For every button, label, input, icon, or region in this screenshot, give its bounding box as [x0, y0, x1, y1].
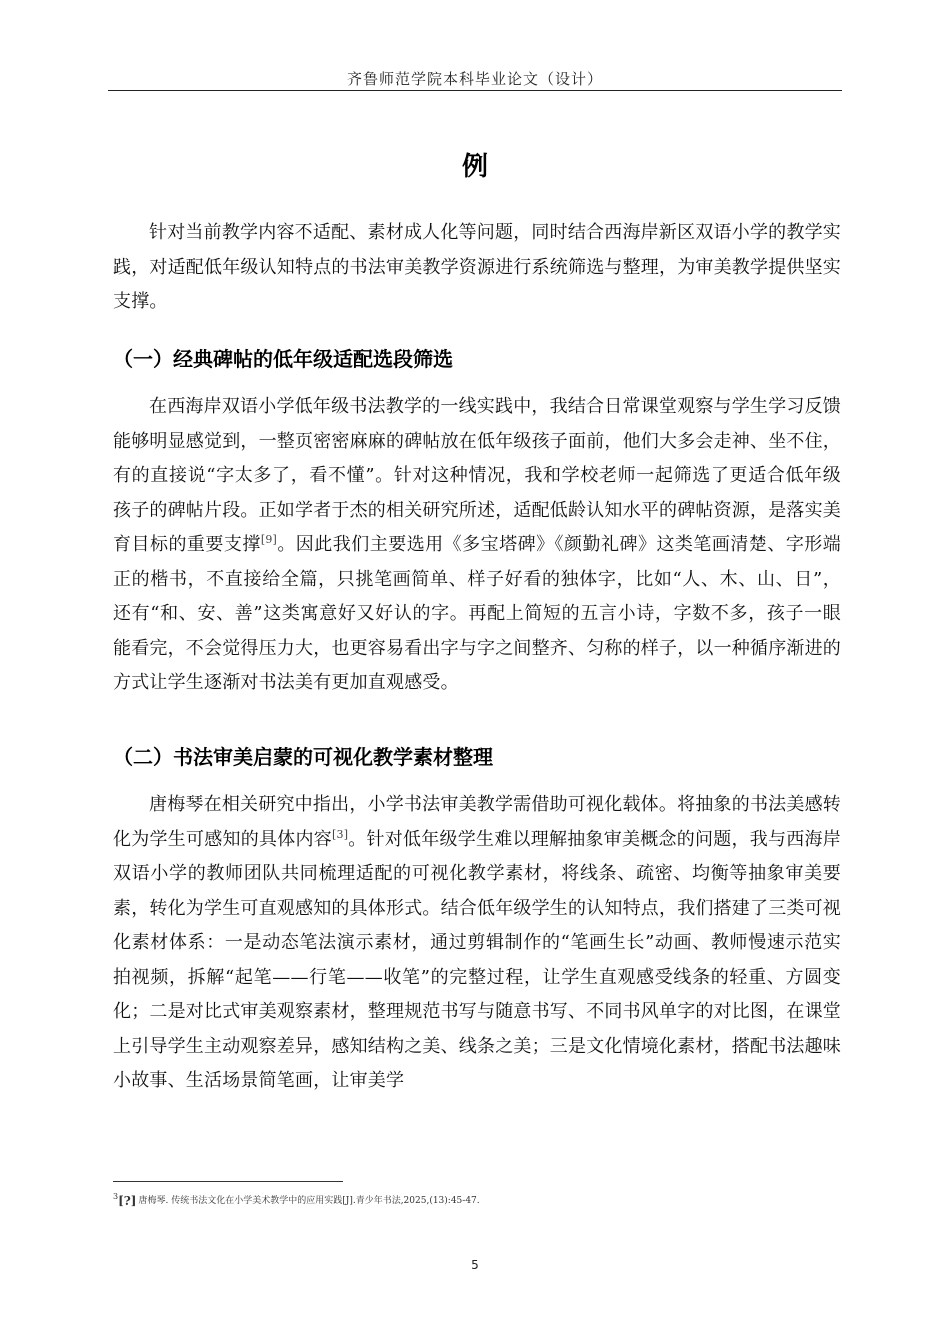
running-header: 齐鲁师范学院本科毕业论文（设计） [346, 70, 603, 88]
section-1-text-a: 在西海岸双语小学低年级书法教学的一线实践中，我结合日常课堂观察与学生学习反馈能够明显感觉到，一整页密密麻麻的碑帖放在低年级孩子面前，他们大多会走神、坐不住，有的直接说“字太多了，看不懂”。针对这种情况，我和学校老师一起筛选了更适合低年级孩子的碑帖片段。正如学者于杰的相关研究所述，适配低龄认知水平的碑帖资源，是落实美育目标的重要支撑 [113, 396, 841, 555]
section-2-heading-block [113, 742, 841, 772]
section-1-paragraph [113, 390, 841, 701]
chapter-title: 例 [461, 152, 488, 182]
header-rule [108, 90, 842, 91]
section-2-heading: （二）书法审美启蒙的可视化教学素材整理 [113, 745, 493, 769]
section-2-paragraph [113, 788, 841, 1099]
intro-block [113, 216, 841, 320]
section-1-body [113, 390, 841, 701]
footnote [113, 1190, 841, 1208]
footnote-text: 唐梅琴. 传统书法文化在小学美术教学中的应用实践[J].青少年书法,2025,(13):45-47. [138, 1196, 480, 1206]
footnote-rule [113, 1181, 343, 1182]
intro-paragraph: 针对当前教学内容不适配、素材成人化等问题，同时结合西海岸新区双语小学的教学实践，对适配低年级认知特点的书法审美教学资源进行系统筛选与整理，为审美教学提供坚实支撑。 [113, 222, 841, 312]
footnote-bracket: [?] [118, 1194, 137, 1208]
citation-3: [3] [332, 827, 349, 841]
section-2-text-a: 唐梅琴在相关研究中指出，小学书法审美教学需借助可视化载体。将抽象的书法美感转化为学生可感知的具体内容 [113, 794, 841, 850]
section-2-body [113, 788, 841, 1099]
section-1-heading-block [113, 344, 841, 374]
section-1-heading: （一）经典碑帖的低年级适配选段筛选 [113, 347, 453, 371]
citation-9: [9] [260, 533, 278, 546]
section-2-text-b: 。针对低年级学生难以理解抽象审美概念的问题，我与西海岸双语小学的教师团队共同梳理适配的可视化教学素材，将线条、疏密、均衡等抽象审美要素，转化为学生可直观感知的具体形式。结合低年级学生的认知特点，我们搭建了三类可视化素材体系：一是动态笔法演示素材，通过剪辑制作的“笔画生长”动画、教师慢速示范实拍视频，拆解“起笔——行笔——收笔”的完整过程，让学生直观感受线条的轻重、方圆变化；二是对比式审美观察素材，整理规范书写与随意书写、不同书风单字的对比图，在课堂上引导学生主动观察差异，感知结构之美、线条之美；三是文化情境化素材，搭配书法趣味小故事、生活场景简笔画，让审美学 [113, 828, 841, 1091]
footnote-mark: 3 [113, 1192, 119, 1201]
section-1-text-b: 。因此我们主要选用《多宝塔碑》《颜勤礼碑》这类笔画清楚、字形端正的楷书，不直接给全篇，只挑笔画简单、样子好看的独体字，比如“人、木、山、日”，还有“和、安、善”这类寓意好又好认的字。再配上简短的五言小诗，字数不多，孩子一眼能看完，不会觉得压力大，也更容易看出字与字之间整齐、匀称的样子，以一种循序渐进的方式让学生逐渐对书法美有更加直观感受。 [113, 534, 841, 693]
page-number: 5 [471, 1258, 479, 1272]
